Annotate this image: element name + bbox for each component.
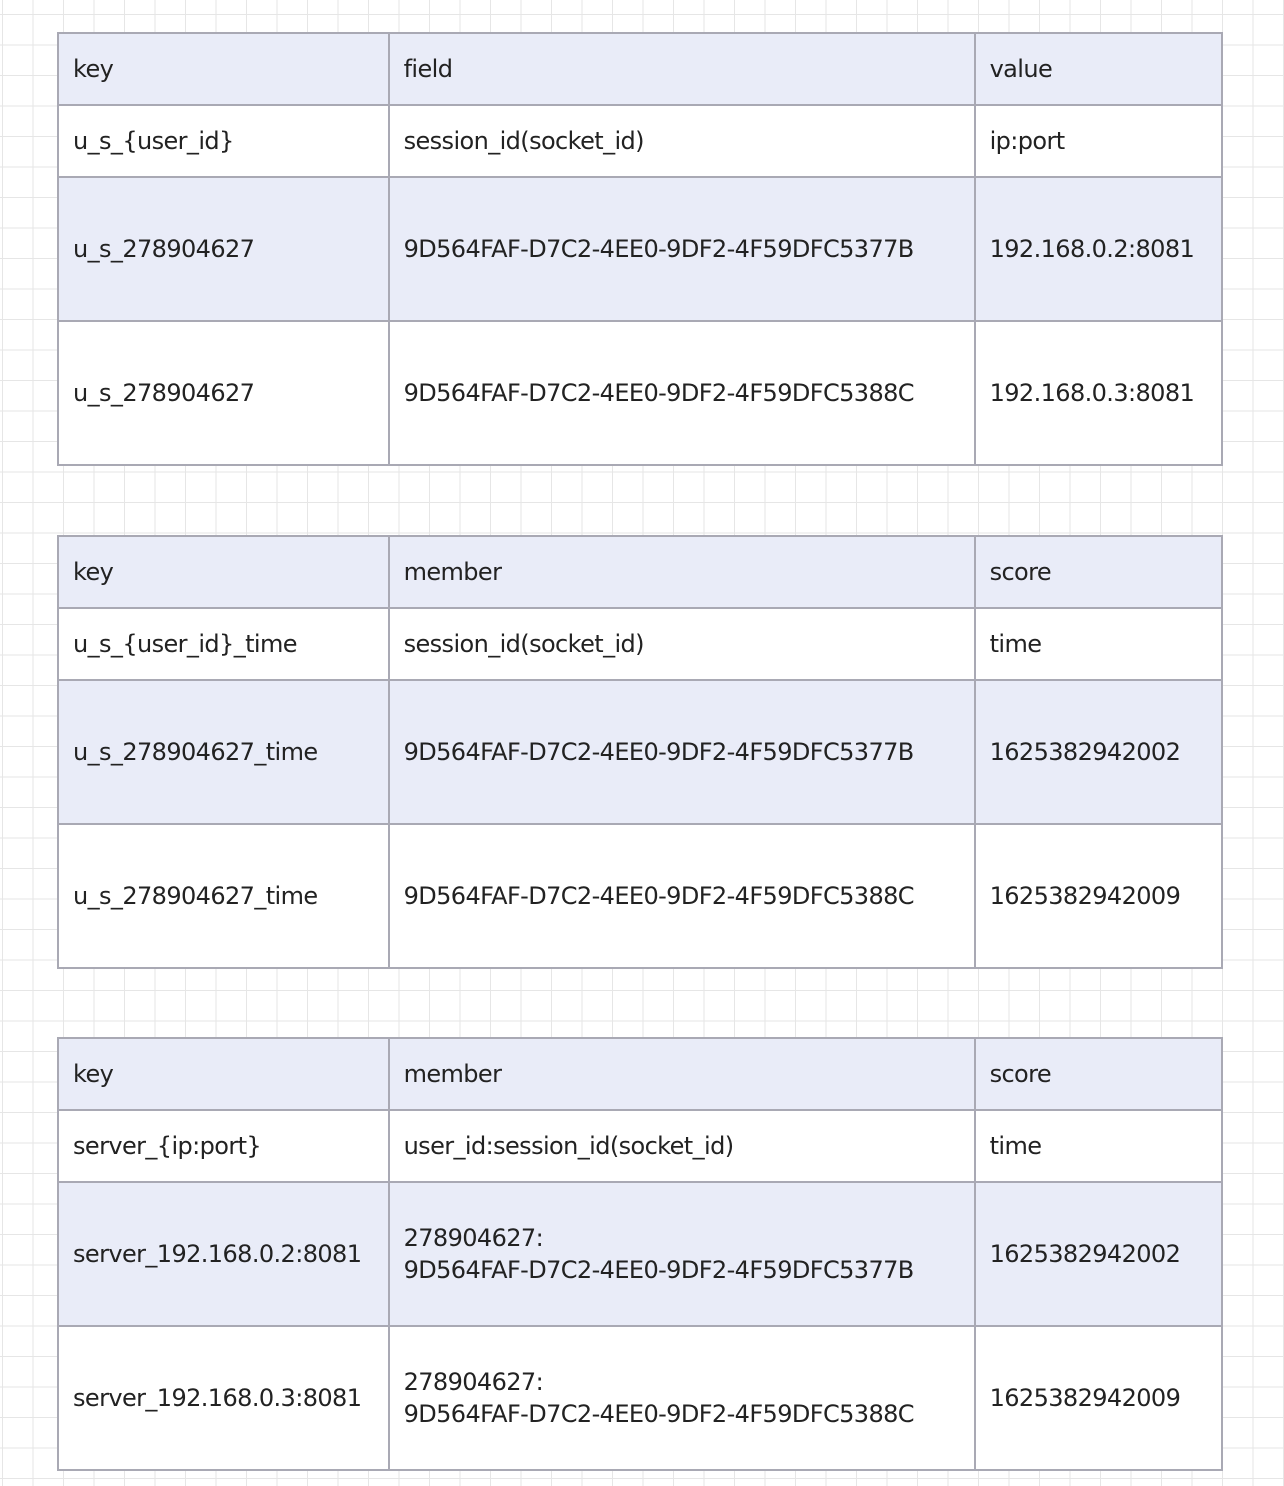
table-cell: u_s_{user_id}_time [58, 608, 389, 680]
table-cell-multiline [389, 1326, 975, 1470]
table-cell: 192.168.0.3:8081 [975, 321, 1222, 465]
table-cell: time [975, 608, 1222, 680]
table-cell: user_id:session_id(socket_id) [389, 1110, 975, 1182]
table-cell: u_s_{user_id} [58, 105, 389, 177]
table-cell: u_s_278904627_time [58, 824, 389, 968]
table-row [58, 1182, 1222, 1326]
table-row [58, 177, 1222, 321]
table-cell: server_192.168.0.3:8081 [58, 1326, 389, 1470]
table-cell: 1625382942002 [975, 680, 1222, 824]
table-row [58, 1326, 1222, 1470]
table-row [58, 321, 1222, 465]
table-header-row [58, 536, 1222, 608]
table-cell: 1625382942009 [975, 1326, 1222, 1470]
header-cell-value: value [975, 33, 1222, 105]
table-cell: server_{ip:port} [58, 1110, 389, 1182]
table-cell: ip:port [975, 105, 1222, 177]
table-cell: session_id(socket_id) [389, 608, 975, 680]
cell-line: 278904627: [403, 1224, 544, 1252]
table-row [58, 608, 1222, 680]
server-session-table [57, 1037, 1223, 1471]
table-cell-multiline [389, 1182, 975, 1326]
user-session-time-table [57, 535, 1223, 969]
table-header-row [58, 1038, 1222, 1110]
table-cell: 9D564FAF-D7C2-4EE0-9DF2-4F59DFC5388C [389, 321, 975, 465]
table-cell: 9D564FAF-D7C2-4EE0-9DF2-4F59DFC5388C [389, 824, 975, 968]
header-cell-field: field [389, 33, 975, 105]
table-row [58, 1110, 1222, 1182]
table-row [58, 680, 1222, 824]
table-row [58, 105, 1222, 177]
table-row [58, 824, 1222, 968]
table-cell: session_id(socket_id) [389, 105, 975, 177]
cell-line: 9D564FAF-D7C2-4EE0-9DF2-4F59DFC5377B [403, 1256, 914, 1284]
header-cell-key: key [58, 1038, 389, 1110]
table-cell: time [975, 1110, 1222, 1182]
table-cell: 9D564FAF-D7C2-4EE0-9DF2-4F59DFC5377B [389, 680, 975, 824]
table-cell: u_s_278904627 [58, 177, 389, 321]
table-cell: u_s_278904627_time [58, 680, 389, 824]
table-header-row [58, 33, 1222, 105]
table-cell: u_s_278904627 [58, 321, 389, 465]
cell-line: 9D564FAF-D7C2-4EE0-9DF2-4F59DFC5388C [403, 1400, 914, 1428]
table-cell: 1625382942009 [975, 824, 1222, 968]
header-cell-score: score [975, 1038, 1222, 1110]
table-cell: 192.168.0.2:8081 [975, 177, 1222, 321]
table-cell: 1625382942002 [975, 1182, 1222, 1326]
header-cell-key: key [58, 33, 389, 105]
header-cell-key: key [58, 536, 389, 608]
user-session-hash-table [57, 32, 1223, 466]
header-cell-member: member [389, 1038, 975, 1110]
cell-line: 278904627: [403, 1368, 544, 1396]
table-cell: 9D564FAF-D7C2-4EE0-9DF2-4F59DFC5377B [389, 177, 975, 321]
header-cell-member: member [389, 536, 975, 608]
table-cell: server_192.168.0.2:8081 [58, 1182, 389, 1326]
header-cell-score: score [975, 536, 1222, 608]
